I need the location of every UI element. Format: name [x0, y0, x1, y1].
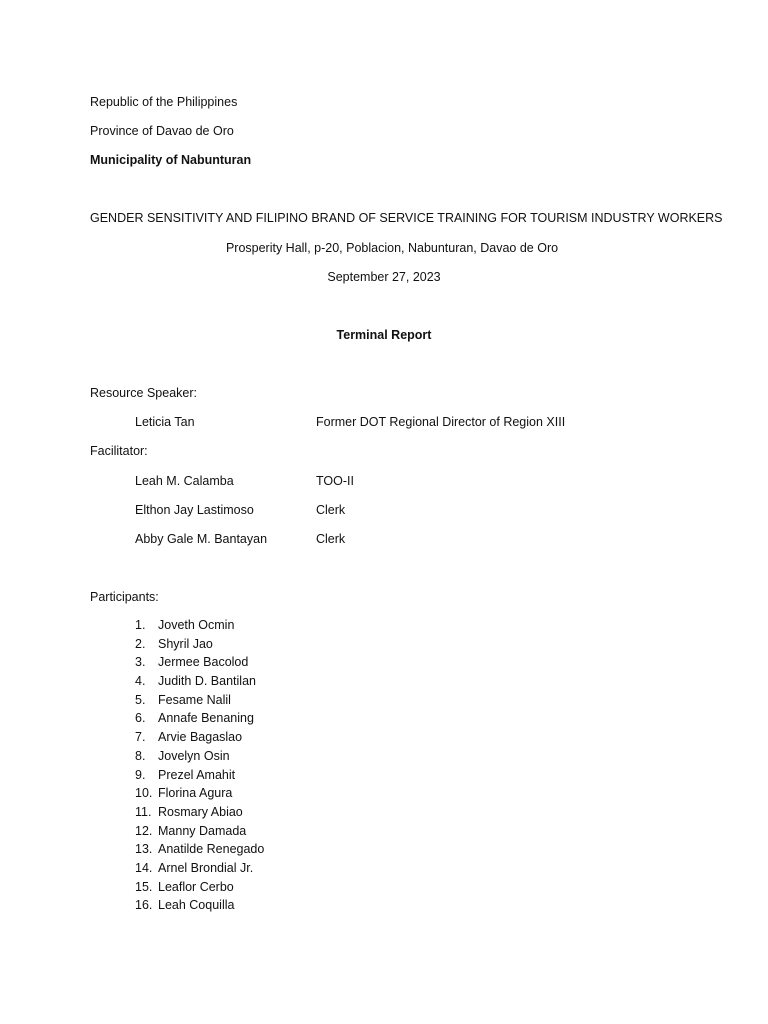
participants-label: Participants: — [90, 590, 159, 604]
list-item — [135, 748, 264, 767]
participant-name: Anatilde Renegado — [158, 842, 265, 857]
participant-name: Manny Damada — [158, 823, 247, 838]
header-province: Province of Davao de Oro — [90, 124, 234, 138]
list-number: 15. — [135, 879, 153, 894]
list-number: 9. — [135, 767, 146, 782]
participant-name: Florina Agura — [158, 786, 233, 801]
report-title: Terminal Report — [336, 328, 432, 342]
list-item — [135, 785, 264, 804]
list-item — [135, 692, 264, 711]
list-item — [135, 729, 264, 748]
list-number: 2. — [135, 636, 146, 651]
list-item — [135, 860, 264, 879]
participant-name: Judith D. Bantilan — [158, 674, 256, 689]
participant-name: Jovelyn Osin — [158, 748, 230, 763]
participant-name: Shyril Jao — [158, 636, 213, 651]
header-republic: Republic of the Philippines — [90, 95, 238, 109]
resource-speaker-role: Former DOT Regional Director of Region XIII — [316, 415, 566, 429]
participant-name: Leaflor Cerbo — [158, 879, 234, 894]
participant-name: Joveth Ocmin — [158, 618, 235, 632]
event-title: GENDER SENSITIVITY AND FILIPINO BRAND OF SERVICE TRAINING FOR TOURISM INDUSTRY WORKERS — [90, 211, 723, 225]
list-number: 5. — [135, 692, 146, 707]
list-item — [135, 767, 264, 786]
participant-name: Arvie Bagaslao — [158, 730, 243, 745]
event-date: September 27, 2023 — [327, 270, 441, 284]
list-number: 13. — [135, 842, 153, 857]
list-item — [135, 636, 264, 655]
facilitator-name: Abby Gale M. Bantayan — [135, 532, 268, 546]
facilitator-role: TOO-II — [316, 474, 354, 488]
list-number: 10. — [135, 786, 153, 801]
list-number: 4. — [135, 674, 146, 689]
list-item — [135, 841, 264, 860]
facilitator-role: Clerk — [316, 503, 346, 517]
list-number: 6. — [135, 711, 146, 726]
list-item — [135, 617, 264, 636]
participant-name: Prezel Amahit — [158, 767, 236, 782]
participant-name: Arnel Brondial Jr. — [158, 860, 254, 875]
list-item — [135, 710, 264, 729]
participants-list — [135, 617, 264, 916]
resource-speaker-name: Leticia Tan — [135, 415, 195, 429]
list-item — [135, 804, 264, 823]
facilitator-name: Elthon Jay Lastimoso — [135, 503, 254, 517]
list-item — [135, 823, 264, 842]
facilitator-label: Facilitator: — [90, 444, 148, 458]
resource-speaker-label: Resource Speaker: — [90, 386, 198, 400]
participant-name: Jermee Bacolod — [158, 655, 249, 670]
list-number: 12. — [135, 823, 153, 838]
list-number: 7. — [135, 730, 146, 745]
list-number: 16. — [135, 898, 153, 913]
list-item — [135, 673, 264, 692]
facilitator-role: Clerk — [316, 532, 346, 546]
list-number: 14. — [135, 860, 153, 875]
event-venue: Prosperity Hall, p-20, Poblacion, Nabunturan, Davao de Oro — [225, 241, 559, 255]
list-item — [135, 879, 264, 898]
participant-name: Annafe Benaning — [158, 711, 254, 726]
list-item — [135, 654, 264, 673]
list-number: 3. — [135, 655, 146, 670]
list-number: 8. — [135, 748, 146, 763]
list-number: 1. — [135, 618, 146, 632]
participant-name: Leah Coquilla — [158, 898, 235, 913]
facilitator-name: Leah M. Calamba — [135, 474, 234, 488]
participant-name: Rosmary Abiao — [158, 804, 243, 819]
list-item — [135, 897, 264, 916]
list-number: 11. — [135, 804, 152, 819]
participant-name: Fesame Nalil — [158, 692, 231, 707]
header-municipality: Municipality of Nabunturan — [90, 153, 252, 167]
